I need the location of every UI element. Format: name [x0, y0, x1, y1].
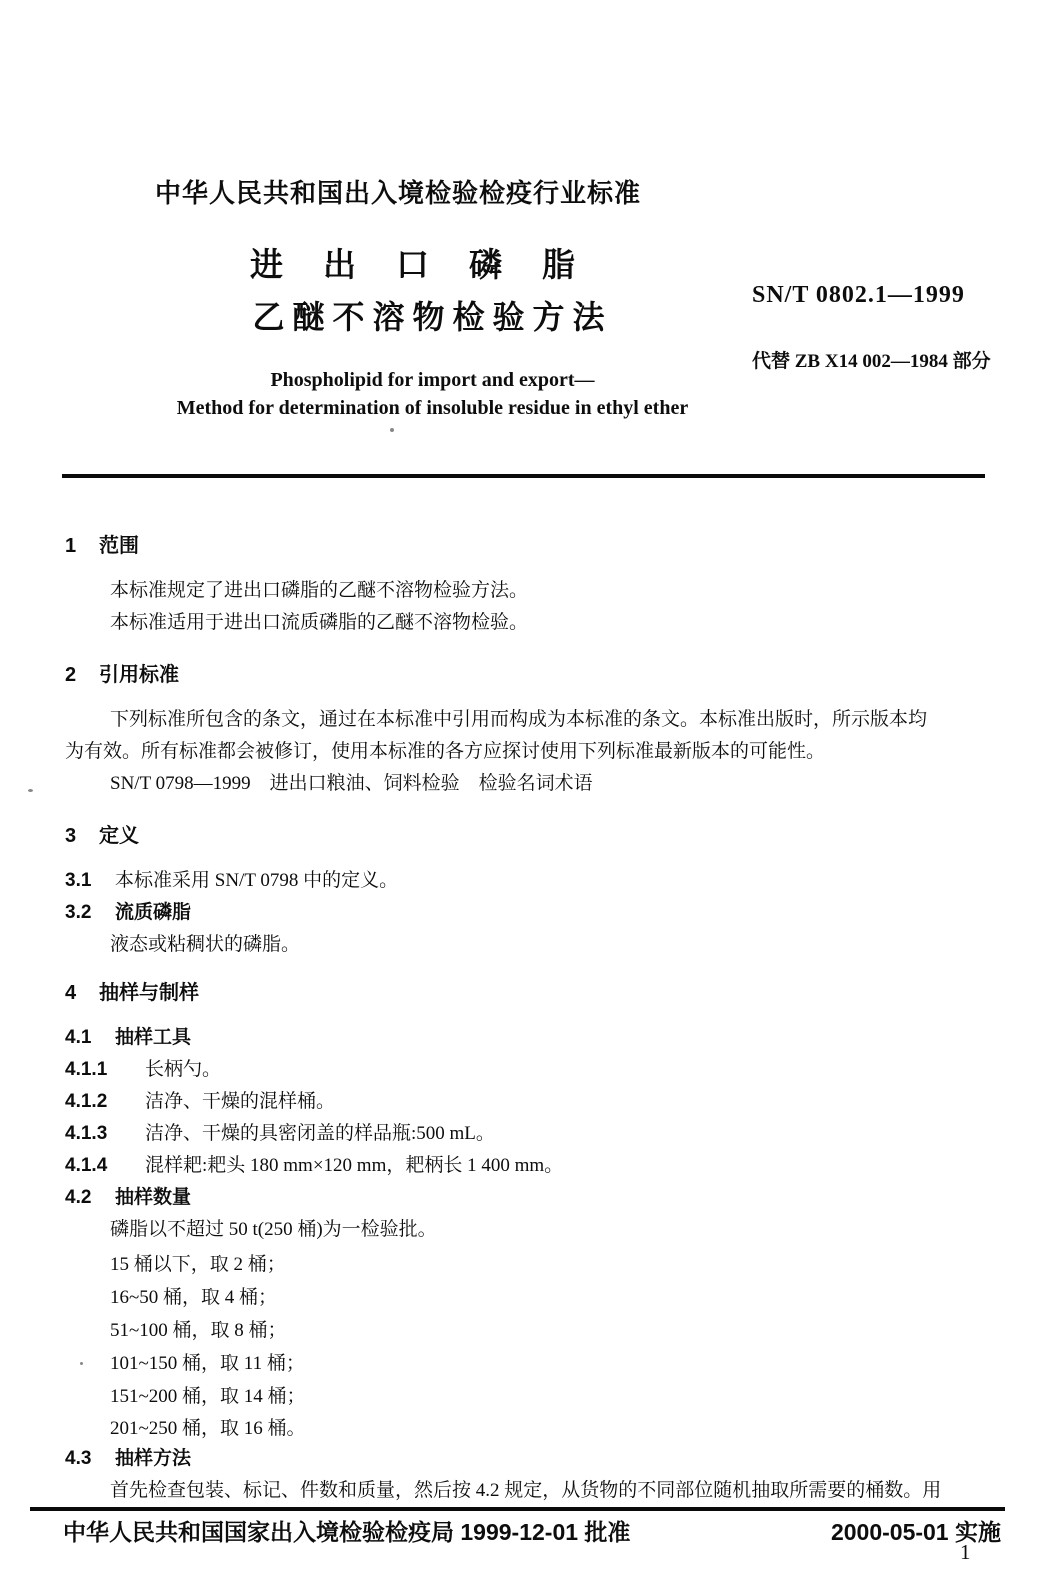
clause-text: 混样耙:耙头 180 mm×120 mm，耙柄长 1 400 mm。 — [145, 1155, 564, 1176]
standard-number: SN/T 0802.1—1999 — [752, 282, 965, 308]
referenced-standard-line: SN/T 0798—1999 进出口粮油、饲料检验 检验名词术语 — [110, 773, 593, 794]
clause-text: 长柄勺。 — [145, 1059, 222, 1080]
section-number: 2 — [65, 664, 77, 686]
clause-title: 抽样数量 — [115, 1187, 192, 1208]
section-4-heading — [65, 977, 987, 1009]
scan-artifact-dot — [28, 789, 33, 792]
clause-number: 4.1.1 — [65, 1059, 108, 1080]
paragraph: 本标准适用于进出口流质磷脂的乙醚不溶物检验。 — [110, 612, 529, 633]
title-block — [155, 245, 710, 421]
section-title: 范围 — [99, 535, 139, 557]
clause-title: 抽样工具 — [115, 1027, 192, 1048]
clause-4-1-1 — [65, 1054, 987, 1086]
scan-artifact-dot — [390, 428, 394, 432]
implementation-date: 2000-05-01 实施 — [830, 1519, 1001, 1545]
page-number: 1 — [960, 1540, 971, 1564]
section-3-heading — [65, 820, 987, 852]
title-english-line1: Phospholipid for import and export— — [270, 369, 595, 391]
header-divider-rule — [62, 474, 985, 478]
section-1-heading — [65, 530, 987, 562]
clause-4-1-2 — [65, 1086, 987, 1118]
paragraph: 本标准规定了进出口磷脂的乙醚不溶物检验方法。 — [110, 580, 529, 601]
title-english-line2: Method for determination of insoluble residue in ethyl ether — [176, 397, 689, 419]
industry-standard-label: 中华人民共和国出入境检验检疫行业标准 — [155, 178, 642, 208]
section-title: 定义 — [99, 825, 139, 847]
scan-artifact-dot — [80, 1362, 83, 1365]
clause-3-2 — [65, 897, 987, 929]
clause-4-1-4 — [65, 1150, 987, 1182]
sampling-rule-item: 101~150 桶，取 11 桶； — [110, 1353, 305, 1374]
clause-4-1 — [65, 1022, 987, 1054]
section-2-heading — [65, 659, 987, 691]
approval-line: 中华人民共和国国家出入境检验检疫局 1999-12-01 批准 — [63, 1519, 631, 1545]
clause-text: 本标准采用 SN/T 0798 中的定义。 — [115, 870, 399, 891]
standard-number-block — [752, 280, 1012, 374]
section-title: 引用标准 — [99, 664, 179, 686]
section-number: 1 — [65, 535, 77, 557]
clause-4-2 — [65, 1182, 987, 1214]
clause-4-1-3 — [65, 1118, 987, 1150]
paragraph-continuation: 为有效。所有标准都会被修订，使用本标准的各方应探讨使用下列标准最新版本的可能性。 — [65, 741, 826, 762]
clause-number: 4.1 — [65, 1027, 92, 1048]
clause-3-1 — [65, 865, 987, 897]
sampling-rule-item: 201~250 桶，取 16 桶。 — [110, 1418, 306, 1439]
section-title: 抽样与制样 — [99, 982, 199, 1004]
clause-title: 流质磷脂 — [115, 902, 192, 923]
document-body — [65, 522, 987, 1507]
title-chinese-line2: 乙醚不溶物检验方法 — [252, 299, 613, 335]
paragraph: 首先检查包装、标记、件数和质量，然后按 4.2 规定，从货物的不同部位随机抽取所需要的桶数。用 — [110, 1480, 942, 1501]
clause-number: 4.2 — [65, 1187, 92, 1208]
section-number: 4 — [65, 982, 77, 1004]
clause-number: 3.1 — [65, 870, 92, 891]
clause-number: 3.2 — [65, 902, 92, 923]
sampling-rule-item: 51~100 桶，取 8 桶； — [110, 1320, 287, 1341]
footer-divider-rule — [30, 1507, 1005, 1511]
clause-number: 4.1.4 — [65, 1155, 108, 1176]
clause-title: 抽样方法 — [115, 1448, 192, 1469]
supersedes-note: 代替 ZB X14 002—1984 部分 — [752, 351, 991, 372]
paragraph: 磷脂以不超过 50 t(250 桶)为一检验批。 — [110, 1219, 437, 1240]
sampling-rule-item: 15 桶以下，取 2 桶； — [110, 1254, 286, 1275]
sampling-rule-item: 151~200 桶，取 14 桶； — [110, 1386, 306, 1407]
paragraph: 下列标准所包含的条文，通过在本标准中引用而构成为本标准的条文。本标准出版时，所示版本均 — [110, 709, 928, 730]
section-number: 3 — [65, 825, 77, 847]
title-chinese-line1: 进出口磷脂 — [250, 246, 615, 283]
clause-text: 洁净、干燥的混样桶。 — [145, 1091, 336, 1112]
clause-number: 4.3 — [65, 1448, 92, 1469]
sampling-rule-item: 16~50 桶，取 4 桶； — [110, 1287, 278, 1308]
clause-number: 4.1.3 — [65, 1123, 108, 1144]
clause-text: 洁净、干燥的具密闭盖的样品瓶:500 mL。 — [145, 1123, 495, 1144]
paragraph: 液态或粘稠状的磷脂。 — [110, 934, 301, 955]
clause-4-3 — [65, 1443, 987, 1475]
clause-number: 4.1.2 — [65, 1091, 108, 1112]
